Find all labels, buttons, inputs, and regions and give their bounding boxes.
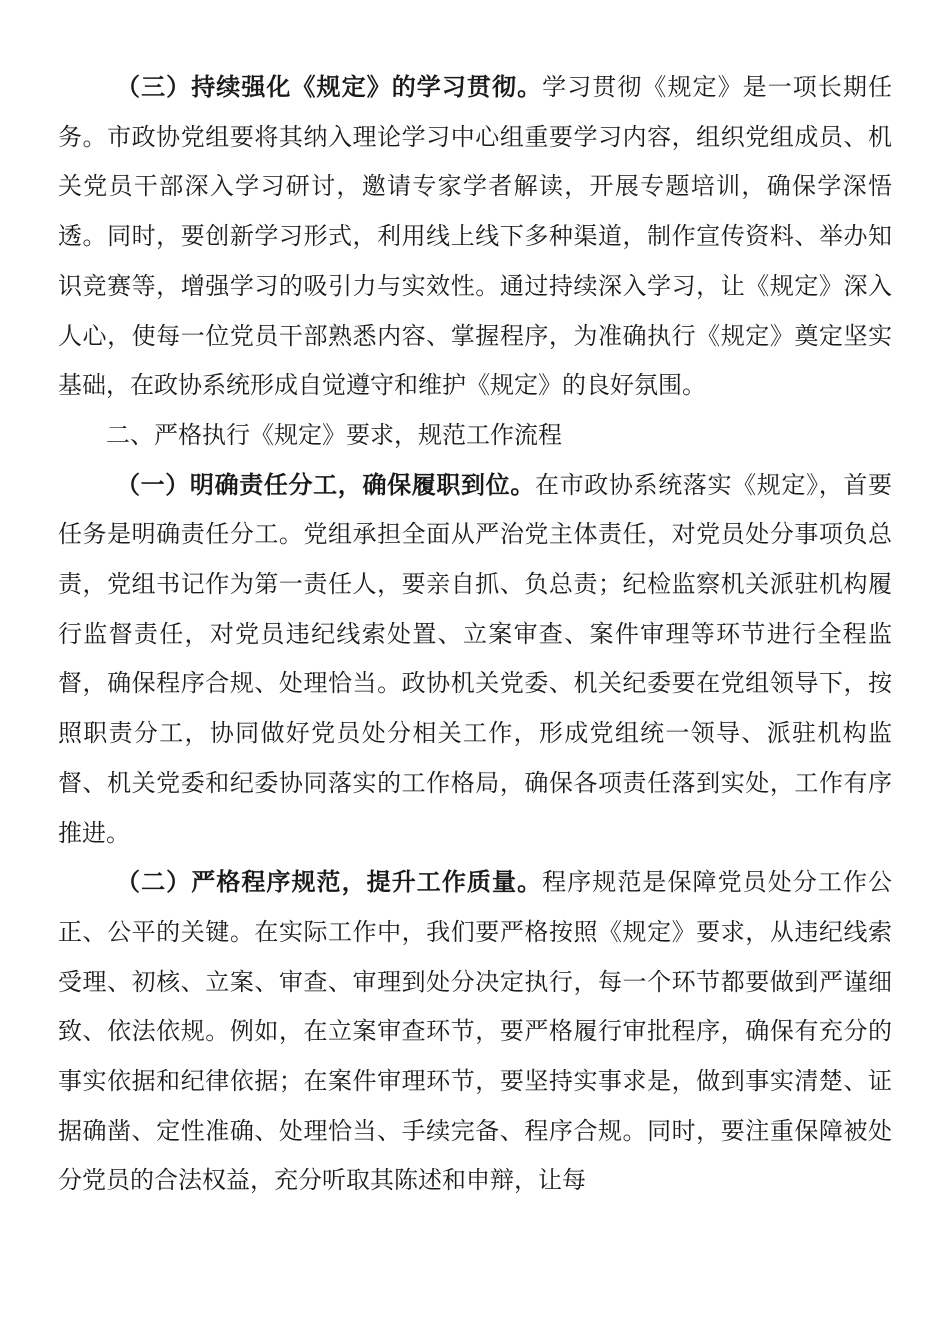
paragraph-lead: （三）持续强化《规定》的学习贯彻。 [116,73,543,101]
paragraph-lead: （二）严格程序规范，提升工作质量。 [116,868,543,897]
paragraph-body: 学习贯彻《规定》是一项长期任务。市政协党组要将其纳入理论学习中心组重要学习内容，组织党组成员、机关党员干部深入学习研讨，邀请专家学者解读，开展专题培训，确保学深悟透。同时，要创新学习形式，利用线上线下多种渠道，制作宣传资料、举办知识竞赛等，增强学习的吸引力与实效性。通过持续深入学习，让《规定》深入人心，使每一位党员干部熟悉内容、掌握程序，为准确执行《规定》奠定坚实基础，在政协系统形成自觉遵守和维护《规定》的良好氛围。 [58,73,893,400]
paragraph-procedure [58,858,892,1206]
paragraph-body: 程序规范是保障党员处分工作公正、公平的关键。在实际工作中，我们要严格按照《规定》要求，从违纪线索受理、初核、立案、审查、审理到处分决定执行，每一个环节都要做到严谨细致、依法依规。例如，在立案审查环节，要严格履行审批程序，确保有充分的事实依据和纪律依据；在案件审理环节，要坚持实事求是，做到事实清楚、证据确凿、定性准确、处理恰当、手续完备、程序合规。同时，要注重保障被处分党员的合法权益，充分听取其陈述和申辩，让每 [58,868,893,1195]
paragraph-study [58,63,892,411]
paragraph-body: 在市政协系统落实《规定》，首要任务是明确责任分工。党组承担全面从严治党主体责任，对党员处分事项负总责，党组书记作为第一责任人，要亲自抓、负总责；纪检监察机关派驻机构履行监督责任，对党员违纪线索处置、立案审查、案件审理等环节进行全程监督，确保程序合规、处理恰当。政协机关党委、机关纪委要在党组领导下，按照职责分工，协同做好党员处分相关工作，形成党组统一领导、派驻机构监督、机关党委和纪委协同落实的工作格局，确保各项责任落到实处，工作有序推进。 [58,470,892,847]
document-page [58,63,892,1206]
paragraph-lead: （一）明确责任分工，确保履职到位。 [116,470,535,499]
section-heading: 二、严格执行《规定》要求，规范工作流程 [106,420,562,449]
paragraph-responsibility [58,461,892,859]
